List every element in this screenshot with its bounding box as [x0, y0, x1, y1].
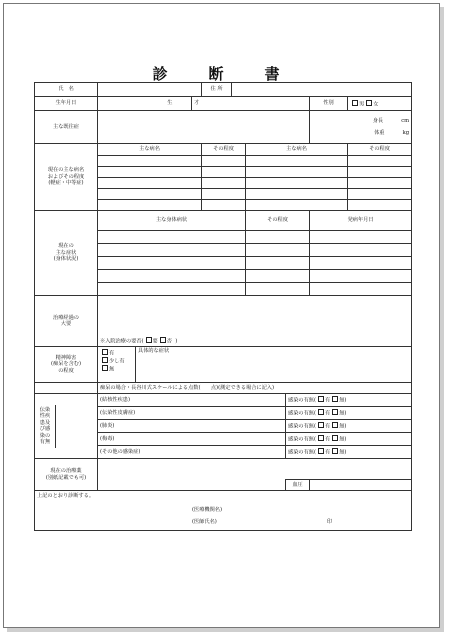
symptom-severity-cell[interactable] [246, 231, 310, 244]
infection-yes-checkbox[interactable] [318, 448, 324, 454]
infection-close: ) [344, 449, 347, 456]
severity-cell[interactable] [202, 167, 246, 178]
infection-status [286, 420, 412, 433]
doctor-label: (医師氏名) [192, 519, 217, 525]
weight-unit: kg [402, 129, 410, 136]
disease-header-1: 主な病名 [98, 144, 202, 156]
symptom-section-label: 現在の 主な症状 (身体状況) [35, 211, 98, 296]
treatment-field[interactable] [98, 296, 412, 336]
infection-no-label: 無 [339, 449, 345, 456]
disease-cell[interactable] [246, 200, 348, 211]
birth-year-field[interactable] [98, 97, 192, 111]
infection-yes-checkbox[interactable] [318, 422, 324, 428]
infection-close: ) [344, 436, 347, 443]
specific-symptom-label: 具体的な症状 [138, 348, 170, 354]
sex-female-checkbox[interactable] [366, 100, 372, 106]
infection-no-checkbox[interactable] [332, 409, 338, 415]
scale-spacer [35, 383, 98, 394]
onset-date-cell[interactable] [310, 283, 412, 296]
document-sheet [3, 3, 440, 628]
infection-status [286, 394, 412, 407]
disease-cell[interactable] [98, 156, 202, 167]
disease-cell[interactable] [98, 189, 202, 200]
sex-male-checkbox[interactable] [352, 100, 358, 106]
onset-date-cell[interactable] [310, 231, 412, 244]
symptom-cell[interactable] [98, 244, 246, 257]
infection-prefix: 感染の有無( [288, 449, 316, 456]
infection-prefix: 感染の有無( [288, 436, 316, 443]
infection-no-label: 無 [339, 423, 345, 430]
symptom-severity-cell[interactable] [246, 244, 310, 257]
mental-slight-label: 少し有 [109, 358, 125, 365]
signature-block [35, 491, 412, 531]
infection-no-label: 無 [339, 397, 345, 404]
sex-male-label: 男 [359, 101, 365, 108]
age-field[interactable] [192, 97, 310, 111]
address-label: 住 所 [202, 83, 232, 97]
infection-yes-label: 有 [325, 436, 331, 443]
current-treatment-label: 現在の治療薬 (別紙記載でも可) [35, 459, 98, 491]
institution-label: (医療機関名) [192, 506, 222, 513]
height-unit: cm [401, 118, 410, 124]
infection-no-label: 無 [339, 436, 345, 443]
history-field[interactable] [98, 111, 310, 144]
name-label: 氏 名 [35, 83, 98, 97]
treatment-label: 治療経過の 大要 [35, 296, 98, 347]
severity-cell[interactable] [202, 200, 246, 211]
mental-no-label: 無 [109, 366, 115, 373]
severity-cell[interactable] [348, 156, 412, 167]
infection-label: 伝染 性疾 患及 び感 染の 有無 [35, 405, 56, 448]
disease-cell[interactable] [98, 200, 202, 211]
infection-name-label: (伝染性皮膚症) [100, 409, 136, 416]
certify-text: 上記のとおり診断する。 [37, 493, 95, 499]
current-treatment-field[interactable] [98, 459, 412, 480]
mental-label: 精神障害 (痴呆を含む) の程度 [35, 347, 98, 383]
infection-name [98, 433, 286, 446]
disease-cell[interactable] [98, 167, 202, 178]
weight-label: 体重 [374, 129, 385, 136]
disease-header-2: 主な病名 [246, 144, 348, 156]
symptom-cell[interactable] [98, 257, 246, 270]
infection-no-checkbox[interactable] [332, 422, 338, 428]
treatment-spacer [98, 480, 286, 491]
infection-name [98, 407, 286, 420]
infection-name-label: (その他の感染症) [100, 448, 141, 455]
name-field[interactable] [98, 83, 202, 97]
infection-yes-checkbox[interactable] [318, 435, 324, 441]
dementia-scale: 痴呆の場合・長谷川式スケールによる点数( 点)(測定できる場合に記入) [98, 383, 412, 394]
severity-cell[interactable] [348, 167, 412, 178]
infection-close: ) [344, 423, 347, 430]
infection-close: ) [344, 410, 347, 417]
disease-cell[interactable] [246, 167, 348, 178]
mental-options [98, 347, 136, 383]
infection-name [98, 420, 286, 433]
seal-label: 印 [326, 519, 333, 525]
medical-certificate-form [34, 45, 411, 545]
symptom-cell[interactable] [98, 283, 246, 296]
hosp-close: ) [175, 338, 178, 345]
severity-cell[interactable] [202, 189, 246, 200]
birth-year-unit: 生 [167, 100, 173, 107]
severity-cell[interactable] [202, 156, 246, 167]
infection-yes-label: 有 [325, 423, 331, 430]
mental-yes-label: 有 [109, 350, 115, 357]
infection-name-label: (結核性疾患) [100, 396, 130, 403]
symptom-severity-cell[interactable] [246, 257, 310, 270]
disease-cell[interactable] [246, 189, 348, 200]
birthdate-label: 生年月日 [35, 97, 98, 111]
form-table [34, 82, 412, 531]
disease-cell[interactable] [246, 156, 348, 167]
hosp-no-checkbox[interactable] [160, 337, 166, 343]
hosp-no-label: 否 [166, 338, 172, 345]
infection-status [286, 446, 412, 459]
infection-label-cell [35, 394, 98, 459]
infection-status [286, 407, 412, 420]
infection-yes-label: 有 [325, 397, 331, 404]
onset-date-header: 発病年月日 [310, 211, 412, 231]
severity-header-1: その程度 [202, 144, 246, 156]
onset-date-cell[interactable] [310, 257, 412, 270]
infection-no-label: 無 [339, 410, 345, 417]
sex-label: 性別 [310, 97, 348, 111]
infection-yes-checkbox[interactable] [318, 409, 324, 415]
infection-yes-label: 有 [325, 449, 331, 456]
infection-no-checkbox[interactable] [332, 435, 338, 441]
specific-symptom-field[interactable] [136, 347, 412, 383]
mental-yes-checkbox[interactable] [102, 349, 108, 355]
disease-section-label: 現在の主な病名 およびその程度 (軽症・中等症) [35, 144, 98, 211]
symptom-cell[interactable] [98, 231, 246, 244]
infection-prefix: 感染の有無( [288, 423, 316, 430]
infection-no-checkbox[interactable] [332, 448, 338, 454]
sex-female-label: 女 [373, 101, 379, 108]
infection-name-label: (肺炎) [100, 422, 115, 429]
hosp-yes-label: 要 [152, 338, 158, 345]
disease-cell[interactable] [246, 178, 348, 189]
age-unit: 才 [194, 100, 200, 107]
severity-cell[interactable] [348, 200, 412, 211]
symptom-severity-cell[interactable] [246, 283, 310, 296]
hospitalization-text: ※入院治療の要否( [100, 338, 144, 345]
document-title: 診 断 書 [152, 65, 293, 83]
blood-pressure-label: 血圧 [286, 480, 310, 491]
symptom-severity-header: その程度 [246, 211, 310, 231]
infection-yes-checkbox[interactable] [318, 396, 324, 402]
infection-name-label: (梅毒) [100, 435, 115, 442]
infection-no-checkbox[interactable] [332, 396, 338, 402]
onset-date-cell[interactable] [310, 270, 412, 283]
history-label: 主な既往症 [35, 111, 98, 144]
blood-pressure-field[interactable] [310, 480, 412, 491]
severity-cell[interactable] [202, 178, 246, 189]
severity-cell[interactable] [348, 189, 412, 200]
mental-no-checkbox[interactable] [102, 365, 108, 371]
mental-slight-checkbox[interactable] [102, 357, 108, 363]
infection-yes-label: 有 [325, 410, 331, 417]
hosp-yes-checkbox[interactable] [146, 337, 152, 343]
severity-cell[interactable] [348, 178, 412, 189]
infection-status [286, 433, 412, 446]
onset-date-cell[interactable] [310, 244, 412, 257]
severity-header-2: その程度 [348, 144, 412, 156]
infection-close: ) [344, 397, 347, 404]
infection-name [98, 394, 286, 407]
infection-prefix: 感染の有無( [288, 410, 316, 417]
hospitalization-row [98, 336, 412, 347]
height-label: 身長 [372, 118, 384, 124]
symptom-cell[interactable] [98, 270, 246, 283]
height-weight-field[interactable] [310, 111, 412, 144]
sex-options [348, 97, 412, 111]
disease-cell[interactable] [98, 178, 202, 189]
address-field[interactable] [232, 83, 412, 97]
infection-name [98, 446, 286, 459]
symptom-header: 主な身体病状 [98, 211, 246, 231]
symptom-severity-cell[interactable] [246, 270, 310, 283]
infection-prefix: 感染の有無( [288, 397, 316, 404]
